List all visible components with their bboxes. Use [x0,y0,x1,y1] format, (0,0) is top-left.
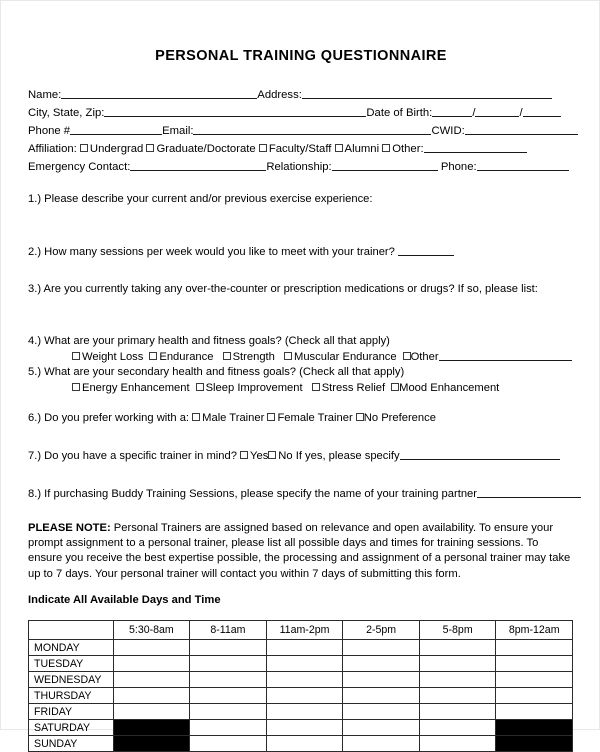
label-muscular-endurance: Muscular Endurance [294,350,397,363]
email-label: Email: [162,124,194,137]
availability-table [28,620,573,752]
label-trainer-no: No [278,449,293,462]
option-no-preference[interactable] [356,412,436,424]
phone-email-cwid-row [28,122,574,140]
label-strength: Strength [232,350,275,363]
availability-cell[interactable] [343,704,420,720]
availability-cell[interactable] [190,672,267,688]
option-endurance[interactable] [149,351,213,363]
availability-cell-blocked [113,720,190,736]
time-slot-header: 5-8pm [419,621,496,640]
availability-cell[interactable] [343,736,420,752]
day-label-cell: SATURDAY [29,720,114,736]
emergency-contact-label: Emergency Contact: [28,160,131,173]
affiliation-row [28,140,574,158]
label-energy-enhancement: Energy Enhancement [82,381,190,394]
question-5-options [28,380,574,396]
name-input[interactable] [61,87,257,99]
checkbox-trainer-no[interactable] [268,451,276,459]
time-slot-header: 8-11am [190,621,267,640]
label-female-trainer: Female Trainer [277,411,353,424]
time-slot-header: 8pm-12am [496,621,573,640]
table-row [29,720,573,736]
availability-cell[interactable] [190,720,267,736]
option-trainer-yes[interactable] [240,450,268,462]
dob-month-input[interactable] [432,105,472,117]
day-label-cell: FRIDAY [29,704,114,720]
question-8-text: 8.) If purchasing Buddy Training Sessions, please specify the name of your training partner [28,487,477,500]
checkbox-sleep-improvement[interactable] [196,383,204,391]
availability-cell[interactable] [419,688,496,704]
time-slot-header: 2-5pm [343,621,420,640]
label-male-trainer: Male Trainer [202,411,265,424]
please-note-body: Personal Trainers are assigned based on relevance and open availability. To ensure your prompt assignment to a personal trainer, please list all possible days and times for training sessions. To ensure you receive the best expertise possible, the processing and assignment of a personal trainer may take up to 7 days. Your personal trainer will contact you within 7 days of submitting this form. [28,521,571,580]
availability-cell[interactable] [419,672,496,688]
availability-cell[interactable] [419,704,496,720]
availability-cell[interactable] [343,672,420,688]
availability-cell[interactable] [496,656,573,672]
address-label: Address: [257,88,302,101]
dob-label: Date of Birth: [366,106,433,119]
checkbox-undergrad[interactable] [80,144,88,152]
availability-cell[interactable] [343,640,420,656]
availability-cell[interactable] [419,640,496,656]
phone-label: Phone # [28,124,71,137]
availability-cell[interactable] [266,736,343,752]
checkbox-energy-enhancement[interactable] [72,383,80,391]
availability-cell[interactable] [419,720,496,736]
availability-cell[interactable] [266,720,343,736]
table-row [29,656,573,672]
label-stress-relief: Stress Relief [321,381,386,394]
checkbox-male-trainer[interactable] [192,413,200,421]
identity-block [28,86,574,176]
availability-cell[interactable] [343,656,420,672]
day-label-cell: WEDNESDAY [29,672,114,688]
availability-cell[interactable] [266,640,343,656]
availability-cell[interactable] [113,688,190,704]
label-trainer-yes: Yes [250,449,269,462]
availability-cell[interactable] [266,704,343,720]
question-4-options [28,349,574,365]
availability-cell[interactable] [113,672,190,688]
label-weight-loss: Weight Loss [82,350,144,363]
checkbox-muscular-endurance[interactable] [284,352,292,360]
availability-heading: Indicate All Available Days and Time [28,594,221,607]
table-row [29,736,573,752]
day-label-cell: THURSDAY [29,688,114,704]
question-2-text: 2.) How many sessions per week would you like to meet with your trainer? [28,245,395,258]
availability-cell[interactable] [419,736,496,752]
availability-cell[interactable] [266,688,343,704]
emergency-contact-input[interactable] [130,159,266,171]
checkbox-trainer-yes[interactable] [240,451,248,459]
availability-cell[interactable] [113,704,190,720]
time-slot-header: 5:30-8am [113,621,190,640]
availability-cell[interactable] [343,720,420,736]
availability-cell[interactable] [266,672,343,688]
city-state-zip-input[interactable] [104,105,366,117]
question-7 [28,448,574,464]
dob-year-input[interactable] [523,105,561,117]
questions-block [28,192,574,502]
checkbox-stress-relief[interactable] [312,383,320,391]
availability-cell[interactable] [496,640,573,656]
day-label-cell: SUNDAY [29,736,114,752]
availability-cell-blocked [496,736,573,752]
checkbox-strength[interactable] [223,352,231,360]
day-label-cell: MONDAY [29,640,114,656]
option-energy-enhancement[interactable] [72,382,190,394]
label-sleep-improvement: Sleep Improvement [205,381,303,394]
option-mood-enhancement[interactable] [391,382,499,394]
question-1: 1.) Please describe your current and/or previous exercise experience: [28,192,373,205]
table-row [29,704,573,720]
question-8-input[interactable] [477,486,581,498]
availability-cell[interactable] [266,656,343,672]
dob-separator-2: / [519,106,523,119]
option-stress-relief[interactable] [312,382,385,394]
question-1-answer-space[interactable] [28,207,574,244]
checkbox-other-goal[interactable] [403,352,411,360]
page-title: PERSONAL TRAINING QUESTIONNAIRE [155,48,447,64]
question-7-spacer [28,464,574,486]
availability-corner-cell [29,621,114,640]
question-7-specify-input[interactable] [400,448,560,460]
emergency-phone-label: Phone: [440,160,477,173]
question-7-text: 7.) Do you have a specific trainer in mind? [28,449,237,462]
availability-cell[interactable] [190,688,267,704]
question-2-spacer [28,260,574,282]
option-female-trainer[interactable] [267,412,352,424]
label-endurance: Endurance [159,350,214,363]
affiliation-other-input[interactable] [424,141,527,153]
question-4-other-input[interactable] [439,349,572,361]
availability-cell[interactable] [113,656,190,672]
checkbox-no-preference[interactable] [356,413,364,421]
availability-cell[interactable] [190,704,267,720]
availability-cell[interactable] [190,656,267,672]
question-5-spacer [28,396,574,411]
label-no-preference: No Preference [363,411,436,424]
affiliation-option-other: Other: [392,142,424,155]
time-slot-header: 11am-2pm [266,621,343,640]
table-row [29,672,573,688]
question-8 [28,486,574,502]
please-note-paragraph [28,521,574,583]
option-other-goal[interactable] [403,351,439,363]
cwid-label: CWID: [431,124,465,137]
affiliation-label: Affiliation: [28,142,77,155]
label-other-goal: Other [410,350,439,363]
checkbox-graduate-doctorate[interactable] [146,144,154,152]
table-row [29,640,573,656]
name-address-row [28,86,574,104]
table-row [29,688,573,704]
dob-separator-1: / [472,106,476,119]
question-6 [28,411,574,426]
city-dob-row [28,104,574,122]
availability-header-row [29,621,573,640]
emergency-contact-row [28,158,574,176]
option-male-trainer[interactable] [192,412,264,424]
checkbox-endurance[interactable] [149,352,157,360]
cwid-input[interactable] [465,123,578,135]
checkbox-alumni[interactable] [335,144,343,152]
affiliation-option-undergrad: Undergrad [89,142,144,155]
option-trainer-no[interactable] [268,450,292,462]
phone-input[interactable] [70,123,162,135]
relationship-label: Relationship: [266,160,332,173]
question-6-spacer [28,426,574,448]
affiliation-option-faculty: Faculty/Staff [268,142,332,155]
question-5: 5.) What are your secondary health and fitness goals? (Check all that apply) [28,365,405,378]
question-6-text: 6.) Do you prefer working with a: [28,411,190,424]
checkbox-mood-enhancement[interactable] [391,383,399,391]
question-7-specify-label: If yes, please specify [295,449,400,462]
checkbox-female-trainer[interactable] [267,413,275,421]
availability-cell[interactable] [190,640,267,656]
option-sleep-improvement[interactable] [196,382,303,394]
email-input[interactable] [193,123,431,135]
availability-cell[interactable] [190,736,267,752]
checkbox-faculty-staff[interactable] [259,144,267,152]
availability-cell-blocked [496,720,573,736]
availability-cell[interactable] [496,704,573,720]
name-label: Name: [28,88,62,101]
relationship-input[interactable] [332,159,438,171]
availability-cell[interactable] [496,688,573,704]
affiliation-option-alumni: Alumni [344,142,380,155]
please-note-label: PLEASE NOTE: [28,521,111,534]
question-2-input[interactable] [398,244,454,256]
availability-body [29,640,573,752]
city-state-zip-label: City, State, Zip: [28,106,105,119]
label-mood-enhancement: Mood Enhancement [399,381,500,394]
checkbox-weight-loss[interactable] [72,352,80,360]
question-4: 4.) What are your primary health and fitness goals? (Check all that apply) [28,334,390,347]
availability-cell-blocked [113,736,190,752]
availability-cell[interactable] [419,656,496,672]
question-2 [28,244,574,260]
emergency-phone-input[interactable] [477,159,569,171]
availability-cell[interactable] [496,672,573,688]
option-strength[interactable] [223,351,275,363]
availability-cell[interactable] [113,640,190,656]
option-muscular-endurance[interactable] [284,351,397,363]
question-3-answer-space[interactable] [28,297,574,334]
dob-day-input[interactable] [475,105,519,117]
question-3: 3.) Are you currently taking any over-the-counter or prescription medications or drugs? If so, please list: [28,282,538,295]
option-weight-loss[interactable] [72,351,143,363]
availability-cell[interactable] [343,688,420,704]
affiliation-option-graduate: Graduate/Doctorate [156,142,256,155]
address-input[interactable] [302,87,552,99]
day-label-cell: TUESDAY [29,656,114,672]
checkbox-other-affiliation[interactable] [382,144,390,152]
